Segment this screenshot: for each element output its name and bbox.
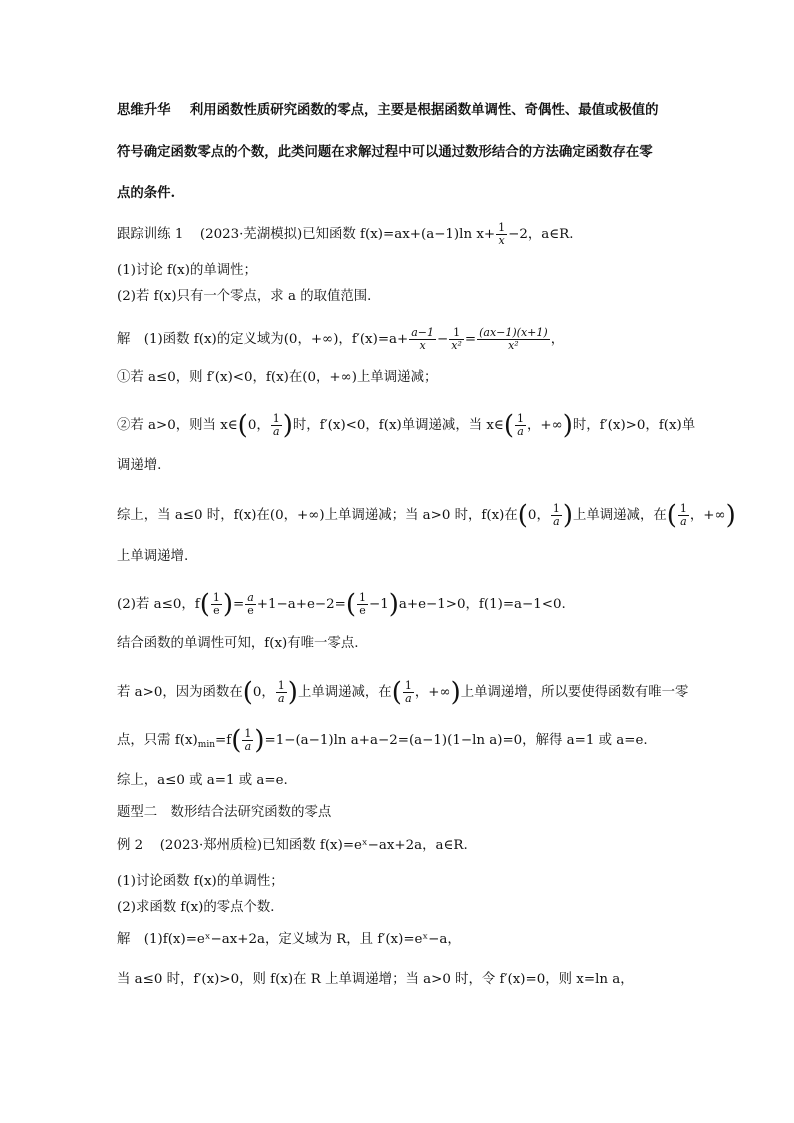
solution-fraction-2 xyxy=(449,327,464,352)
example2-sol-1: 解 (1)f(x)=eˣ−ax+2a，定义域为 R，且 f′(x)=eˣ−a， xyxy=(117,932,461,947)
fraction-denominator: e xyxy=(213,604,220,617)
example2-sol-2: 当 a≤0 时，f′(x)>0，则 f(x)在 R 上单调递增；当 a>0 时，令 f′(x)=0，则 x=ln a， xyxy=(117,972,634,987)
part4-line xyxy=(117,725,682,756)
left-paren: ( xyxy=(517,500,528,531)
part2-text-a: (2)若 a≤0，f xyxy=(117,597,200,612)
exercise1-stem-a: 已知函数 f(x)=ax+(a−1)ln x+ xyxy=(302,227,496,242)
exercise1-source: (2023·芜湖模拟) xyxy=(199,227,303,242)
right-paren: ) xyxy=(254,725,265,756)
fraction-denominator: x xyxy=(498,234,505,247)
right-paren: ) xyxy=(282,410,293,441)
equals-sign: = xyxy=(233,597,245,612)
case-2-text-d: 时，f′(x)>0，f(x)单 xyxy=(572,418,696,433)
example2-stem xyxy=(117,836,682,856)
part2-text-c: +1−a+e−2= xyxy=(256,597,346,612)
example2-source: (2023·郑州质检) xyxy=(159,838,263,853)
part4-text-a: 点，只需 f(x) xyxy=(117,733,198,748)
conclusion: 综上，a≤0 或 a=1 或 a=e. xyxy=(117,773,288,788)
right-paren: ) xyxy=(562,500,573,531)
right-paren: ) xyxy=(287,677,298,708)
example2-label: 例 2 xyxy=(117,838,144,853)
tip-label: 思维升华 xyxy=(117,102,171,118)
fraction-numerator: 1 xyxy=(244,727,252,740)
fraction-denominator: a xyxy=(405,692,412,705)
comma: ， xyxy=(550,332,565,347)
fraction-numerator: a−1 xyxy=(411,326,435,339)
summary-line-1 xyxy=(117,500,736,531)
tip-line-1 xyxy=(117,100,682,120)
fraction-numerator: 1 xyxy=(552,502,560,515)
example2-q1: (1)讨论函数 f(x)的单调性； xyxy=(117,874,284,889)
part4-text-c: =1−(a−1)ln a+a−2=(a−1)(1−ln a)=0，解得 a=1 或 a=e. xyxy=(264,733,648,748)
part3-line-1 xyxy=(117,677,689,708)
right-paren: ) xyxy=(388,589,399,620)
fraction-denominator: x² xyxy=(451,339,462,352)
part4-text-b: =f xyxy=(215,733,232,748)
fraction-numerator: (ax−1)(x+1) xyxy=(479,326,548,339)
solution-line-1 xyxy=(117,327,682,352)
fraction-denominator: a xyxy=(517,425,524,438)
left-paren: ( xyxy=(242,677,253,708)
part2-text-e: a+e−1>0，f(1)=a−1<0. xyxy=(398,597,566,612)
interval-start: 0， xyxy=(252,685,275,700)
minus-sign: − xyxy=(437,332,449,347)
fraction-numerator: 1 xyxy=(449,327,464,340)
tip-text-1: 利用函数性质研究函数的零点，主要是根据函数单调性、奇偶性、最值或极值的 xyxy=(189,102,659,118)
fraction-denominator: a xyxy=(278,692,285,705)
interval-fraction xyxy=(515,413,526,438)
fraction-denominator: e xyxy=(247,604,254,617)
fraction-denominator: a xyxy=(244,740,252,753)
interval-fraction xyxy=(403,680,414,705)
part2-line-1 xyxy=(117,589,682,620)
fraction-one-over-e xyxy=(211,592,222,617)
case-2-line-1 xyxy=(117,410,696,441)
part3-text-d: 上单调递增，所以要使得函数有唯一零 xyxy=(460,685,689,700)
solution-fraction-1 xyxy=(409,327,436,352)
fraction-numerator: 1 xyxy=(359,591,366,604)
tip-line-3: 点的条件. xyxy=(117,185,176,201)
fraction-numerator: 1 xyxy=(498,221,506,234)
fraction-numerator: 1 xyxy=(212,591,220,604)
part2-line-2: 结合函数的单调性可知，f(x)有唯一零点. xyxy=(117,636,359,651)
left-paren: ( xyxy=(391,677,402,708)
fraction-denominator: a xyxy=(680,515,687,528)
interval-fraction xyxy=(276,680,287,705)
exercise1-q1: (1)讨论 f(x)的单调性； xyxy=(117,263,257,278)
fraction-numerator: 1 xyxy=(272,412,280,425)
fraction-denominator: a xyxy=(553,515,560,528)
case-2-line-2: 调递增. xyxy=(117,458,162,473)
interval-fraction xyxy=(271,413,282,438)
solution-fraction-3 xyxy=(477,327,550,352)
left-paren: ( xyxy=(345,589,356,620)
right-paren: ) xyxy=(222,589,233,620)
exercise1-label: 跟踪训练 1 xyxy=(117,227,184,242)
type2-title: 题型二 数形结合法研究函数的零点 xyxy=(117,805,332,820)
example2-q2: (2)求函数 f(x)的零点个数． xyxy=(117,900,284,915)
fraction-one-over-a xyxy=(242,728,253,753)
part3-text-b: 上单调递减，在 xyxy=(297,685,392,700)
exercise1-q2: (2)若 f(x)只有一个零点，求 a 的取值范围． xyxy=(117,289,381,304)
right-paren: ) xyxy=(725,500,736,531)
part2-text-d: −1 xyxy=(369,597,389,612)
exercise1-stem-b: −2，a∈R. xyxy=(508,227,574,242)
fraction-denominator: x xyxy=(419,339,426,352)
right-paren: ) xyxy=(450,677,461,708)
right-paren: ) xyxy=(562,410,573,441)
left-paren: ( xyxy=(503,410,514,441)
fraction-numerator: 1 xyxy=(404,679,412,692)
solution-line-1-text: 解 (1)函数 f(x)的定义域为(0，+∞)，f′(x)=a+ xyxy=(117,332,409,347)
fraction-numerator: 1 xyxy=(516,412,524,425)
fraction-numerator: 1 xyxy=(679,502,687,515)
interval-end: ，+∞ xyxy=(526,418,563,433)
interval-start: 0， xyxy=(527,508,550,523)
case-2-text-b: 时，f′(x)<0，f(x)单调递减，当 x∈ xyxy=(292,418,504,433)
fraction-numerator: a xyxy=(247,591,254,604)
left-paren: ( xyxy=(231,725,242,756)
exercise1-stem xyxy=(117,222,682,247)
case-1: ①若 a≤0，则 f′(x)<0，f(x)在(0，+∞)上单调递减； xyxy=(117,370,438,385)
interval-fraction xyxy=(551,503,562,528)
fraction-denominator: e xyxy=(359,604,366,617)
fraction-numerator: 1 xyxy=(277,679,285,692)
fraction-a-over-e xyxy=(245,592,256,617)
interval-fraction xyxy=(678,503,689,528)
interval-end: ，+∞ xyxy=(414,685,451,700)
part3-text-a: 若 a>0，因为函数在 xyxy=(117,685,243,700)
fraction-denominator: a xyxy=(272,425,280,438)
left-paren: ( xyxy=(237,410,248,441)
exercise1-stem-fraction xyxy=(496,222,507,247)
equals-sign: = xyxy=(464,332,477,347)
tip-line-2: 符号确定函数零点的个数，此类问题在求解过程中可以通过数形结合的方法确定函数存在零 xyxy=(117,144,653,160)
min-subscript: min xyxy=(197,740,215,750)
summary-line-2: 上单调递增. xyxy=(117,549,189,564)
example2-stem-text: 已知函数 f(x)=eˣ−ax+2a，a∈R. xyxy=(262,838,468,853)
fraction-denominator: x² xyxy=(508,339,519,352)
summary-text-b: 上单调递减，在 xyxy=(573,508,667,523)
left-paren: ( xyxy=(199,589,210,620)
fraction-one-over-e xyxy=(357,592,368,617)
summary-text-a: 综上，当 a≤0 时，f(x)在(0，+∞)上单调递减；当 a>0 时，f(x)在 xyxy=(117,508,518,523)
left-paren: ( xyxy=(666,500,677,531)
case-2-text-a: ②若 a>0，则当 x∈ xyxy=(117,418,238,433)
interval-start: 0， xyxy=(247,418,270,433)
interval-end: ，+∞ xyxy=(689,508,726,523)
